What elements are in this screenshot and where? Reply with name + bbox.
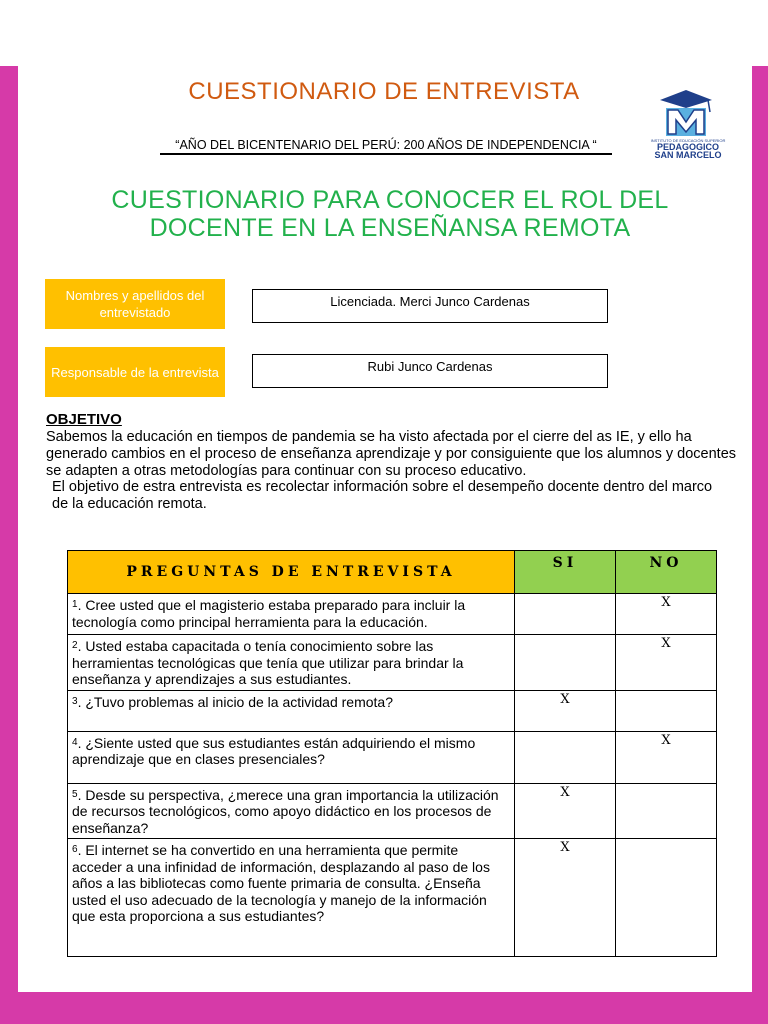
header-si: SI bbox=[515, 551, 616, 594]
table-row bbox=[68, 783, 717, 839]
si-cell: X bbox=[515, 839, 616, 957]
objective-paragraph-2: El objetivo de estra entrevista es recolectar información sobre el desempeño docente dentro del marco de la educación remota. bbox=[52, 479, 713, 512]
table-row bbox=[68, 839, 717, 957]
table-header-row bbox=[68, 551, 717, 594]
responsible-label: Responsable de la entrevista bbox=[45, 347, 225, 397]
no-cell bbox=[616, 783, 717, 839]
question-cell: $^3$. ¿Tuvo problemas al inicio de la actividad remota? bbox=[68, 690, 515, 731]
table-row bbox=[68, 731, 717, 783]
si-cell: X bbox=[515, 783, 616, 839]
no-cell: X bbox=[616, 731, 717, 783]
page-border-bottom bbox=[0, 992, 768, 1024]
table-row bbox=[68, 690, 717, 731]
table-row bbox=[68, 635, 717, 691]
motto-line: “AÑO DEL BICENTENARIO DEL PERÚ: 200 AÑOS DE INDEPENDENCIA “ bbox=[160, 138, 612, 155]
interviewee-label: Nombres y apellidos del entrevistado bbox=[45, 279, 225, 329]
no-cell: X bbox=[616, 594, 717, 635]
question-cell: $^5$. Desde su perspectiva, ¿merece una gran importancia la utilización de recursos tecnológicos, como apoyo didáctico en los procesos de enseñanza? bbox=[68, 783, 515, 839]
question-cell: $^4$. ¿Siente usted que sus estudiantes están adquiriendo el mismo aprendizaje que en clases presenciales? bbox=[68, 731, 515, 783]
questionnaire-subtitle: CUESTIONARIO PARA CONOCER EL ROL DEL DOCENTE EN LA ENSEÑANSA REMOTA bbox=[111, 186, 669, 242]
objective-paragraph-1: Sabemos la educación en tiempos de pandemia se ha visto afectada por el cierre del as IE, y ello ha generado cambios en el proceso de enseñanza aprendizaje y por consiguiente que los alumnos y docentes se adapten a otras metodologías para continuar con su proceso educativo. bbox=[46, 429, 737, 479]
si-cell bbox=[515, 594, 616, 635]
responsible-value: Rubi Junco Cardenas bbox=[252, 354, 608, 388]
si-cell bbox=[515, 731, 616, 783]
header-no: NO bbox=[616, 551, 717, 594]
table-row bbox=[68, 594, 717, 635]
si-cell: X bbox=[515, 690, 616, 731]
logo-caption: INSTITUTO DE EDUCACIÓN SUPERIOR PEDAGOGICO SAN MARCELO bbox=[650, 138, 726, 160]
objective-heading: OBJETIVO bbox=[46, 411, 122, 428]
question-cell: $^2$. Usted estaba capacitada o tenía conocimiento sobre las herramientas tecnológicas que tenía que utilizar para brindar la enseñanza y aprendizajes a sus estudiantes. bbox=[68, 635, 515, 691]
question-cell: $^6$. El internet se ha convertido en una herramienta que permite acceder a una infinidad de información, desplazando al paso de los años a las bibliotecas como fuente primaria de consulta. ¿Enseña usted el uso adecuado de la tecnología y manejo de la información que esta proporciona a sus estudiantes? bbox=[68, 839, 515, 957]
no-cell: X bbox=[616, 635, 717, 691]
document-title: CUESTIONARIO DE ENTREVISTA bbox=[188, 78, 580, 105]
interviewee-value: Licenciada. Merci Junco Cardenas bbox=[252, 289, 608, 323]
header-questions: PREGUNTAS DE ENTREVISTA bbox=[68, 551, 515, 594]
page-border-left bbox=[0, 66, 18, 1024]
question-cell: $^1$. Cree usted que el magisterio estaba preparado para incluir la tecnología como principal herramienta para la educación. bbox=[68, 594, 515, 635]
no-cell bbox=[616, 839, 717, 957]
interview-table bbox=[67, 550, 717, 957]
page-border-right bbox=[752, 66, 768, 1024]
si-cell bbox=[515, 635, 616, 691]
no-cell bbox=[616, 690, 717, 731]
